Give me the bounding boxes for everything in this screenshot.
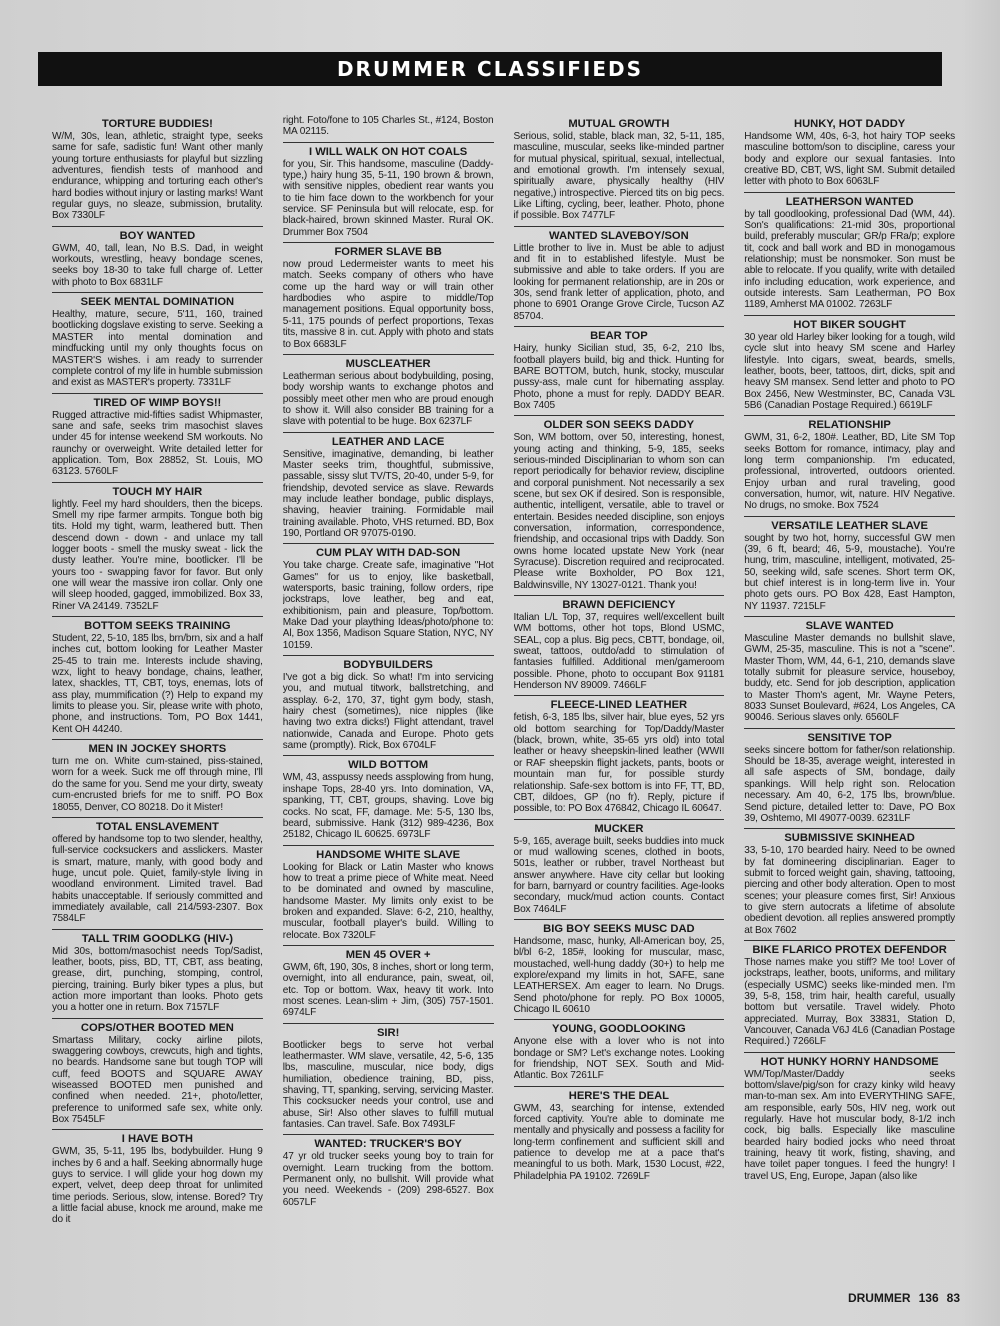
ad-title: BODYBUILDERS [283, 655, 494, 672]
ad-body: Sensitive, imaginative, demanding, bi leather Master seeks trim, thoughtful, submissive, passable, sissy slut TV/TS, 20-40, under 5-9, for friendship, devoted service as slave. Rewards may include leather bondage, public displays, shaving, heavier training. Formidable mail training available. Photo, VHS returned. BD, Box 190, Portland OR 97075-0190. [282, 448, 494, 539]
ad-body: 5-9, 165, average built, seeks buddies into muck or mud wallowing scenes, clothed in boots, 501s, leather or rubber, travel Northeast but answer anywhere. Have city cellar but looking for barn, barnyard or country facilities. Age-looks secondary, muck/mud action counts. Contact Box 7464LF [513, 835, 725, 915]
classified-ad [514, 819, 725, 915]
ad-title: BOTTOM SEEKS TRAINING [52, 616, 263, 633]
ad-body: You take charge. Create safe, imaginative "Hot Games" for us to enjoy, like basketball, watersports, basic training, follow orders, ripe jockstraps, love leather, beg and eat, exhibitionism, pain and pleasure, Top/bottom. Make Dad your plaything Ideas/photo/phone to: Al, Box 1356, Madison Square Station, NYC, NY 10159. [282, 560, 494, 651]
classified-ad [52, 292, 263, 388]
ad-body: Masculine Master demands no bullshit slave, GWM, 25-35, masculine. This is not a "scene". Master Thom, WM, 44, 6-1, 210, demands slave totally submit for pleasure service, houseboy, buddy, etc. Send for job description, application to Master Thom's agent, Mr. Wayne Peters, 8033 Sunset Boulevard, #624, Los Angeles, CA 90046. Serious slaves only. 6560LF [744, 633, 955, 724]
ad-title: YOUNG, GOODLOOKING [514, 1019, 725, 1036]
ad-title: TOUCH MY HAIR [52, 482, 263, 499]
ad-body: Smartass Military, cocky airline pilots, swaggering cowboys, crewcuts, high and tights, no beards. Handsome sane but tough TOP will cuff, feed BOOTS and SQUARE AWAY wiseassed BOOTED men punished and confined when needed. 21+, photo/letter, preference to uniformed safe sex, white only. Box 7545LF [52, 1034, 263, 1126]
ad-body: GWM, 35, 5-11, 195 lbs, bodybuilder. Hung 9 inches by 6 and a half. Seeking abnormally huge guys to service. I will glide your hog down my expert, velvet, deep deep throat for unlimited time periods. Serious, slow, intense. Bored? Try a little facial abuse, knock me around, make me do it [52, 1146, 263, 1226]
ad-title: SUBMISSIVE SKINHEAD [744, 828, 955, 845]
classified-ad [744, 315, 955, 411]
ad-body: Healthy, mature, secure, 5'11, 160, trained bootlicking dogslave existing to serve. Seeking a MASTER into mental domination and mindfucking until my only thoughts focus on MASTER'S wishes. i am ready to surrender complete control of my life in humble submission and exist as MASTER's property. 7331LF [52, 309, 263, 389]
ad-body: I've got a big dick. So what! I'm into servicing you, and mutual titwork, ballstretching, and assplay. 6-2, 170, 37, tight gym body, stash, hairy chest (sometimes), nice nipples (like having two extra dicks!) Flight attendant, travel nationwide, Canada and Europe. Photo gets same (promptly). Rick, Box 6704LF [282, 672, 494, 752]
classified-ad [52, 817, 263, 925]
ad-title: TALL TRIM GOODLKG (HIV-) [52, 929, 263, 946]
ad-body: Leatherman serious about bodybuilding, posing, body worship wants to exchange photos and possibly meet other men who are proud enough to show it. Will also consider BB training for a slave with potential to be huge. Box 6237LF [282, 370, 494, 428]
ad-title: BIG BOY SEEKS MUSC DAD [514, 919, 725, 936]
ad-title: RELATIONSHIP [744, 415, 955, 432]
classified-ad [514, 1086, 725, 1182]
ad-title: SIR! [283, 1023, 494, 1040]
classified-ad [52, 616, 263, 735]
ad-title: TORTURE BUDDIES! [101, 118, 213, 130]
ad-title: I HAVE BOTH [52, 1129, 263, 1146]
ad-title: MUCKER [514, 819, 725, 836]
ad-title: CUM PLAY WITH DAD-SON [283, 543, 494, 560]
classified-ad [283, 1134, 494, 1208]
ad-body: Student, 22, 5-10, 185 lbs, brn/brn, six and a half inches cut, bottom looking for Leather Master 25-45 to train me. Interests include shaving, wzx, light to heavy bondage, chains, leather, latex, shackles, TT, CBT, toys, enemas, lots of ass play, mummification (?) Help to expand my limits to please you. Sir, please write with photo, phone, and instructions. Tom, PO Box 1441, Kent OH 44240. [52, 633, 263, 735]
column-4 [744, 115, 955, 1305]
classified-ad [52, 739, 263, 813]
classified-ad [283, 115, 494, 138]
ad-body: Serious, solid, stable, black man, 32, 5-11, 185, masculine, muscular, seeks like-minded partner for mutual physical, spiritual, sexual, intellectual, and emotional growth. I'm intensely sexual, spiritually aware, physically healthy (HIV negative,) introspective. Pierced tits on big pecs. Like Lifting, cycling, beer, leather. Photo, phone if possible. Box 7477LF [513, 131, 725, 222]
classified-ad [52, 1018, 263, 1126]
ad-body: now proud Ledermeister wants to meet his match. Seeks company of others who have come up the hard way or will train other hardbodies who aspire to middle/Top management positions. Equal opportunity boss, 5-11, 175 pounds of perfect proportions, Texas tits, massive 8 in. cut. Apply with photo and stats to Box 6683LF [282, 259, 494, 350]
classified-ad [744, 115, 955, 188]
ad-title: HANDSOME WHITE SLAVE [283, 845, 494, 862]
ad-body: Anyone else with a lover who is not into bondage or SM? Let's exchange notes. Looking for friendship, NOT SEX. South and Mid-Atlantic. Box 7261LF [513, 1036, 725, 1082]
ad-title: MUTUAL GROWTH [568, 118, 670, 130]
ad-title: WILD BOTTOM [283, 755, 494, 772]
classified-ad [283, 1023, 494, 1131]
ad-body: Bootlicker begs to serve hot verbal leathermaster. WM slave, versatile, 42, 5-6, 135 lbs, masculine, muscular, nice body, digs humiliation, obedience training, BD, piss, shaving, TT, spanking, serving, servicing Master. This cocksucker needs your control, use and abuse, Sir! Also other slaves to fulfill mutual fantasies. Can travel. Safe. Box 7493LF [282, 1039, 494, 1131]
ad-title: HERE'S THE DEAL [514, 1086, 725, 1103]
ad-body: for you, Sir. This handsome, masculine (Daddy-type,) hairy hung 35, 5-11, 190 brown & brown, with sensitive nipples, obedient rear wants you to tie him face down to the workbench for your service. SF Peninsula but will relocate, esp. for black-haired, brown skinned Master. Rural OK. Drummer Box 7504 [282, 158, 494, 238]
ad-body: Handsome, masc, hunky, All-American boy, 25, bl/bl 6-2, 185#, looking for muscular, masc, moustached, well-hung daddy (30+) to help me explore/expand my limits in hot, SAFE, sane LEATHERSEX. Am eager to learn. No Drugs. Send photo/phone for reply. PO Box 10005, Chicago IL 60610 [513, 935, 725, 1015]
footer-issue: 136 [918, 1291, 939, 1305]
ad-title: SENSITIVE TOP [744, 728, 955, 745]
ad-title: WANTED: TRUCKER'S BOY [283, 1134, 494, 1151]
ad-title: TIRED OF WIMP BOYS!! [52, 393, 263, 410]
ad-title: SLAVE WANTED [744, 616, 955, 633]
ad-title: MEN 45 OVER + [283, 945, 494, 962]
ad-body: Italian L/L Top, 37, requires well/excellent built WM bottoms, other hot tops, Blond USMC, SEAL, cop a plus. Big pecs, CBTT, bondage, oil, sweat, tattoos, outdo/add to stimulation of fantasies fulfilled. Additional men/gameroom possible. Phone, photo to occupant Box 91181 Henderson NV 89009. 7466LF [513, 612, 725, 692]
page-title: DRUMMER CLASSIFIEDS [336, 57, 644, 81]
ad-title: LEATHERSON WANTED [744, 192, 955, 209]
ad-title: MUSCLEATHER [283, 354, 494, 371]
section-header [38, 52, 942, 86]
ad-body: Hairy, hunky Sicilian stud, 35, 6-2, 210 lbs, football players build, big and thick. Hunting for BARE BOTTOM, butch, hunk, stocky, muscular pussy-ass, male cunt for hibernating assplay. Photo, phone a must for reply. DADDY BEAR. Box 7405 [513, 343, 725, 411]
classified-ad [744, 940, 955, 1048]
ad-body: by tall goodlooking, professional Dad (WM, 44). Son's qualifications: 21-mid 30s, proportional build, preferably muscular; GR/p FRa/p; explore tit, cock and ball work and BD in monogamous relationship; must be nonsmoker. Son must be able to relocate. If you qualify, write with detailed info including education, work experience, and outside interests. Sam Leatherman, PO Box 1189, Amherst MA 01002. 7263LF [744, 208, 955, 311]
ad-title: TOTAL ENSLAVEMENT [52, 817, 263, 834]
classified-ad [283, 242, 494, 350]
ad-body: offered by handsome top to two slender, healthy, full-service cocksuckers and asslickers. Master is smart, mature, manly, with good body and huge, uncut pole. Quiet, family-style living in woodland environment. Limited travel. Bad habits unacceptable. If seriously committed and immediately available, call 214/593-2307. Box 7584LF [52, 833, 263, 925]
ad-body: sought by two hot, horny, successful GW men (39, 6 ft, beard; 46, 5-9, moustache). You're hung, trim, masculine, intelligent, motivated, 25-50, seeking wild, safe scenes. Short term OK, but chief interest is in long-term live in. Your photo gets ours. PO Box 428, East Hampton, NY 11937. 7215LF [744, 532, 955, 612]
ad-title: WANTED SLAVEBOY/SON [514, 226, 725, 243]
ad-body: GWM, 43, searching for intense, extended forced captivity. You're able to dominate me mentally and physically and possess a facility for long-term confinement and sufficient skill and patience to develop me at a pace that's meaningful to us both. Mark, 1530 Locust, #22, Philadelphia PA 19102. 7269LF [513, 1102, 725, 1182]
column-1 [52, 115, 263, 1305]
column-2 [283, 115, 494, 1305]
footer-magazine: DRUMMER [847, 1291, 911, 1305]
ad-body: GWM, 6ft, 190, 30s, 8 inches, short or long term, overnight, into all endurance, pain, sweat, oil, etc. Top or bottom. Wax, heavy tit work. Into most scenes. Lean-slim + Jim, (305) 757-1501. 6974LF [282, 961, 494, 1019]
ad-body: GWM, 31, 6-2, 180#. Leather, BD, Lite SM Top seeks Bottom for romance, intimacy, play and long term companionship. I'm educated, professional, introverted, outdoors oriented. Enjoy urban and rural traveling, good conversation, humor, wit, nature. HIV Negative. No drugs, no smoke. Box 7524 [744, 432, 955, 512]
ad-body: 30 year old Harley biker looking for a tough, wild cycle slut into heavy SM scene and Harley lifestyle. Into cigars, sweat, beards, smells, leather, boots, beer, tattoos, dirt, dicks, spit and heavy SM mansex. Send letter and photo to PO Box 2456, New Westminster, BC, Canada V3L 5B6 (Canadian Postage Required.) 6619LF [744, 331, 955, 411]
classified-ad [52, 115, 263, 222]
ad-body: GWM, 40, tall, lean, No B.S. Dad, in weight workouts, wrestling, heavy bondage scenes, seeks boy 18-30 to take full charge of. Letter with photo to Box 6831LF [52, 242, 263, 288]
ad-title: HOT HUNKY HORNY HANDSOME [744, 1052, 955, 1069]
classified-ad [283, 142, 494, 238]
ad-title: BEAR TOP [514, 326, 725, 343]
ad-body: Those names make you stiff? Me too! Lover of jockstraps, leather, boots, uniforms, and military (especially USMC) seeks like-minded men. I'm 39, 5-8, 158, trim hair, health careful, usually bottom but versatile. Travel widely. Photo appreciated. Murray, Box 33831, Station D, Vancouver, Canada V6J 4L6 (Canadian Postage Required.) 7266LF [744, 956, 955, 1048]
ad-body: seeks sincere bottom for father/son relationship. Should be 18-35, average weight, interested in all safe aspects of SM, bondage, daily spankings. Will help right son. Relocation necessary. Am 40, 6-2, 175 lbs, brown/blue. Send picture, detailed letter to: Dave, PO Box 39, Oshtemo, MI 49077-0039. 6231LF [744, 744, 955, 824]
ad-body: Handsome WM, 40s, 6-3, hot hairy TOP seeks masculine bottom/son to discipline, caress your body and explore our sexual fantasies. Into creative BD, CBT, WS, light SM. Submit detailed letter with photo to Box 6063LF [744, 131, 955, 188]
classified-ad [514, 226, 725, 322]
ad-body: lightly. Feel my hard shoulders, then the biceps. Smell my ripe farmer armpits. Tongue both big tits. Hold my tight, warm, leathered butt. Then descend down - down - and unlace my tall logger boots - smell the musky sweat - lick the dusty leather. You're mine, bootlicker. I'll be yours too - swapping favor for favor. But only one will wear the massive iron collar. Only one will sleep hooded, gagged, immobilized. Box 33, Riner VA 24149. 7352LF [52, 498, 263, 612]
ad-body: WM/Top/Master/Daddy seeks bottom/slave/pig/son for crazy kinky wild heavy man-to-man sex. Am into EVERYTHING SAFE, am responsible, early 50s, HIV neg, work out regularly. Have hot muscular body, 8-1/2 inch cock, big balls. Especially like masculine bearded hairy bodied jocks who need throat training, heavy tit work, fisting, shaving, and have toilet paper tongues. I feed the hungry! I travel US, Eng, Europe, Japan (also like [744, 1068, 955, 1182]
ad-title: I WILL WALK ON HOT COALS [283, 142, 494, 159]
ad-title: FLEECE-LINED LEATHER [514, 695, 725, 712]
classified-ad [52, 226, 263, 288]
ad-title: FORMER SLAVE BB [283, 242, 494, 259]
classified-ad [744, 616, 955, 724]
page-footer [800, 1291, 960, 1305]
classified-ad [514, 695, 725, 814]
classified-ad [744, 828, 955, 936]
ad-body: fetish, 6-3, 185 lbs, silver hair, blue eyes, 52 yrs old bottom searching for Top/Daddy/Master (black, brown, white, 35-65 yrs old) into total leather or heavy sheepskin-lined leather (WWII or RAF sheepskin flight jackets, pants, boots or mountain man fur, for possible sturdy relationship. Safe-sex bottom is into FF, TT, BD, CBT, dildoes, GP (no fr). Reply, picture if possible, to: PO Box 476842, Chicago IL 60647. [513, 712, 725, 815]
ad-title: HOT BIKER SOUGHT [744, 315, 955, 332]
ad-body: 33, 5-10, 170 bearded hairy. Need to be owned by fat domineering disciplinarian. Eager to submit to forced weight gain, shaving, tattooing, piercing and other body alteration. Open to most scenes; your pleasure comes first, Sir! Anxious to give stern autocrats a lifetime of absolute obedient devotion. all replies answered promptly at Box 7602 [744, 845, 955, 936]
classifieds-columns [10, 115, 955, 1305]
ad-body: WM, 43, asspussy needs assplowing from hung, inshape Tops, 28-40 yrs. Into domination, VA, spanking, TT, CBT, groups, shaving. Love big cocks. No scat, FF, damage. Me: 5-5, 130 lbs, beard, submissive. Hank (312) 989-4236, Box 25182, Chicago IL 60625. 6973LF [282, 772, 494, 841]
classified-ad [283, 655, 494, 751]
classified-ad [744, 516, 955, 612]
ad-title: SEEK MENTAL DOMINATION [52, 292, 263, 309]
ad-body: Little brother to live in. Must be able to adjust and fit in to established lifestyle. Must be submissive and able to take orders. If you are looking for permanent relationship, are in 20s or 30s, send frank letter of application, photo, and phone to 6901 Orange Grove Circle, Tucson AZ 85704. [513, 242, 725, 322]
classified-ad [52, 929, 263, 1014]
classified-ad [283, 755, 494, 840]
ad-body: turn me on. White cum-stained, piss-stained, worn for a week. Suck me off through mine, I'll do the same for you. Send me your dirty, sweaty cum-encrusted briefs for me to sniff. PO Box 18055, Denver, CO 80218. Do it Mister! [52, 756, 263, 813]
ad-title: BRAWN DEFICIENCY [514, 595, 725, 612]
classified-ad [283, 845, 494, 941]
ad-title: LEATHER AND LACE [283, 432, 494, 449]
classified-ad [744, 728, 955, 824]
classified-ad [514, 919, 725, 1015]
classified-ad [744, 1052, 955, 1182]
ad-body: right. Foto/fone to 105 Charles St., #124, Boston MA 02115. [282, 115, 494, 138]
classified-ad [514, 1019, 725, 1081]
ad-title: VERSATILE LEATHER SLAVE [744, 516, 955, 533]
ad-body: Rugged attractive mid-fifties sadist Whipmaster, sane and safe, seeks trim masochist slaves under 45 for intense weekend SM workouts. No raunchy or overweight. Write detailed letter for application. Tom, Box 28852, St. Louis, MO 63123. 5760LF [52, 409, 263, 478]
classified-ad [283, 432, 494, 540]
classified-ad [52, 1129, 263, 1225]
footer-page-number: 83 [946, 1291, 960, 1305]
page-edge-shadow [960, 0, 1000, 1326]
classified-ad [283, 543, 494, 651]
classified-ad [514, 415, 725, 591]
column-3 [514, 115, 725, 1305]
ad-body: W/M, 30s, lean, athletic, straight type, seeks same for safe, sadistic fun! Want other manly young torture enthusiasts for playful but sizzling adventures, fiendish tests of manhood and endurance, whipping and torturing each other's hard bodies without injury or lasting marks! Want regular guys, no sleaze, submission, brutality. Box 7330LF [52, 131, 263, 222]
classified-ad [283, 945, 494, 1019]
ad-title: BIKE FLARICO PROTEX DEFENDOR [744, 940, 955, 957]
classified-ad [52, 482, 263, 612]
ad-body: Mid 30s, bottom/masochist needs Top/Sadist, leather, boots, piss, BD, TT, CBT, ass beating, grease, dirt, punching, stomping, control, piercing, training. Burly biker types a plus, but action more important than looks. Photo gets you a hotter one in return. Box 7157LF [52, 945, 263, 1014]
ad-title: OLDER SON SEEKS DADDY [514, 415, 725, 432]
ad-title: COPS/OTHER BOOTED MEN [52, 1018, 263, 1035]
ad-body: 47 yr old trucker seeks young boy to train for overnight. Learn trucking from the bottom. Permanent only, no bullshit. Will provide what you need. Weekends - (209) 298-6527. Box 6057LF [282, 1151, 494, 1208]
ad-title: MEN IN JOCKEY SHORTS [52, 739, 263, 756]
ad-body: Looking for Black or Latin Master who knows how to treat a prime piece of White meat. Need to be dominated and owned by masculine, handsome Master. My limits only exist to be broken and expanded. Slave: 6-2, 210, healthy, muscular, football player's build. Willing to relocate. Box 7320LF [282, 861, 494, 941]
ad-title: BOY WANTED [52, 226, 263, 243]
classified-ad [52, 393, 263, 478]
ad-title: HUNKY, HOT DADDY [793, 118, 906, 130]
ad-body: Son, WM bottom, over 50, interesting, honest, young acting and thinking, 5-9, 185, seeks serious-minded Disciplinarian to whom son can report periodically for behavior review, discipline and corporal punishment. Not necessarily a sex scene, but sex OK if desired. Son is responsible, authentic, intelligent, versatile, able to travel or entertain. Besides needed discipline, son enjoys conversation, information, correspondence, friendship, and occasional trips with Daddy. Son owns home located upstate New York (near Syracuse). Discretion required and reciprocated. Please write Boxholder, PO Box 121, Baldwinsville, NY 13027-0121. Thank you! [513, 432, 725, 591]
classified-ad [514, 115, 725, 222]
classified-ad [744, 192, 955, 311]
classified-ad [744, 415, 955, 511]
classified-ad [514, 595, 725, 691]
classified-ad [514, 326, 725, 411]
classified-ad [283, 354, 494, 428]
